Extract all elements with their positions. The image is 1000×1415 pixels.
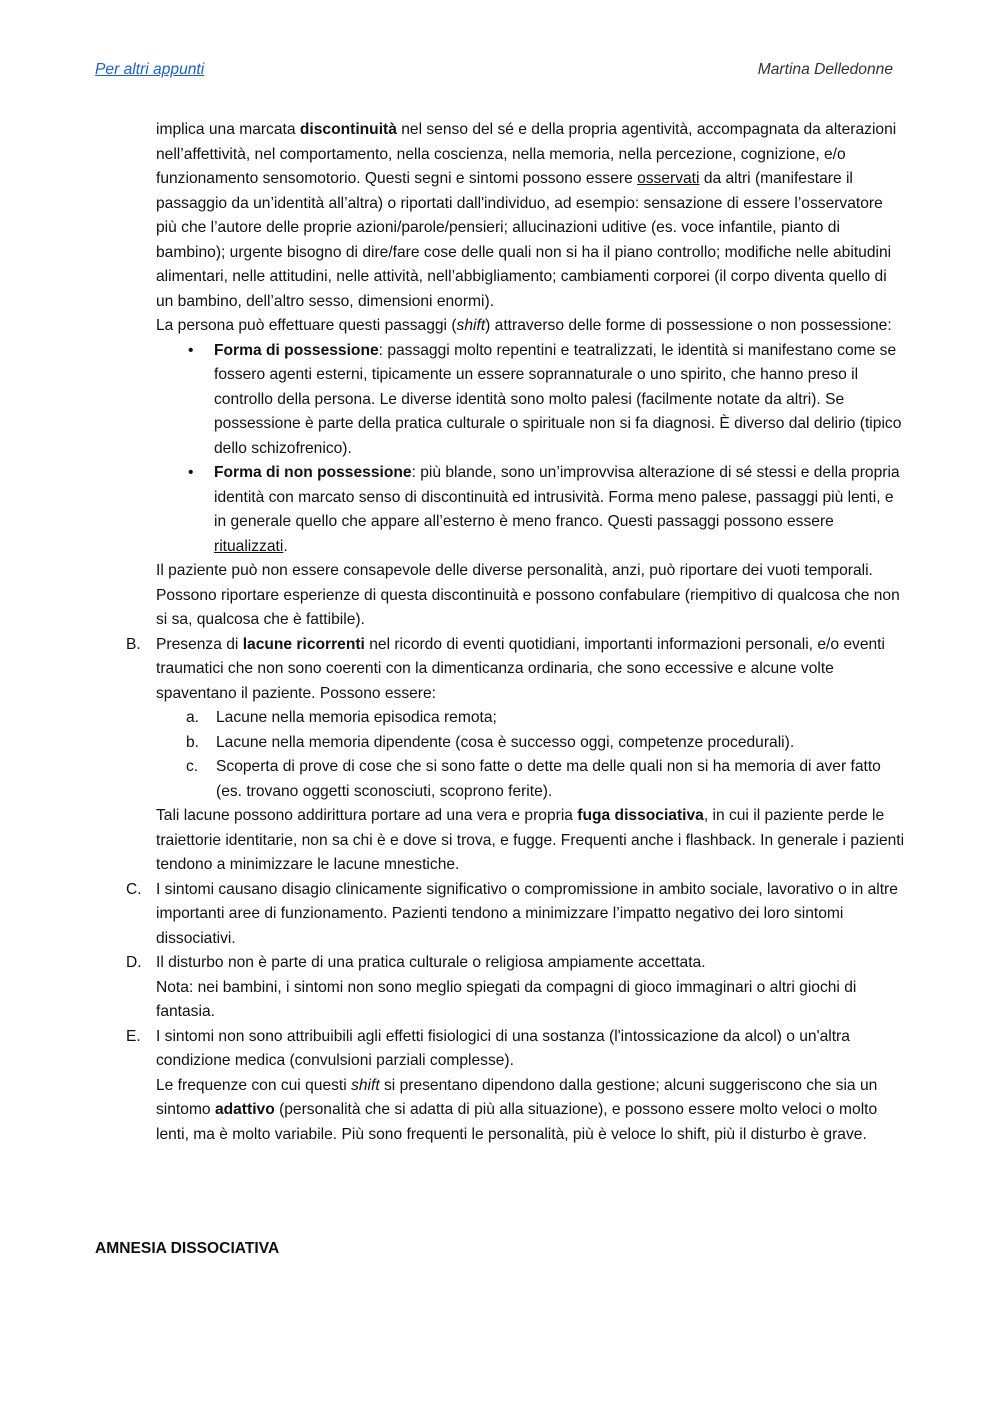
bullet-item-possession — [0, 339, 1000, 462]
text: , in cui il paziente perde le traiettorie identitarie, non sa chi è e dove si trova, e fugge. Frequenti anche i flashback. In generale i pazienti tendono a minimizzare le lacune mnestiche. — [156, 807, 905, 873]
text: si presentano dipendono dalla gestione; alcuni suggeriscono che sia un sintomo — [156, 1076, 878, 1118]
paragraph-fugue — [0, 804, 906, 878]
paragraph-note: Nota: nei bambini, i sintomi non sono meglio spiegati da compagni di gioco immaginari o altri giochi di fantasia. — [156, 978, 857, 1020]
text: da altri (manifestare il passaggio da un’identità all’altra) o riportati dall'individuo, ad esempio: sensazione di essere l’osservatore più che l’autore delle proprie azioni/parole/pensieri; allucinazioni uditive (es. voce infantile, pianto di bambino); urgente bisogno di dire/fare cose delle quali non si ha il piano controllo; modifiche nelle abitudini alimentari, nelle attitudini, nelle attività, nell’abbigliamento; cambiamenti corporei (il corpo diventa quello di un bambino, dell’altro sesso, dimensioni enormi). — [156, 170, 892, 310]
sub-text: Scoperta di prove di cose che si sono fatte o dette ma delle quali non si ha memoria di aver fatto (es. trovano oggetti sconosciuti, scoprono ferite). — [216, 758, 881, 800]
sub-item-b — [0, 731, 1000, 756]
text: Tali lacune possono addirittura portare ad una vera e propria — [156, 807, 578, 824]
text: Presenza di — [156, 635, 243, 653]
bold-term: fuga dissociativa — [577, 807, 704, 824]
sub-label: b. — [186, 733, 200, 751]
header-link[interactable]: Per altri appunti — [95, 61, 205, 78]
bold-term: Forma di possessione — [214, 341, 379, 359]
paragraph-frequency — [0, 1074, 906, 1148]
criterion-b — [0, 633, 1000, 707]
text: La persona può effettuare questi passaggi ( — [156, 317, 457, 334]
bullet-text — [214, 461, 904, 559]
list-label: B. — [126, 635, 141, 653]
text: : passaggi molto repentini e teatralizzati, le identità si manifestano come se fossero agenti esterni, tipicamente un essere soprannaturale o uno spirito, che hanno preso il controllo della persona. Le diverse identità sono molto palesi (facilmente notate da altri). Se possessione è parte della pratica culturale o spirituale non si fa diagnosi. È diverso dal delirio (tipico dello schizofrenico). — [214, 341, 902, 457]
underlined-term: ritualizzati — [214, 537, 284, 555]
text: Le frequenze con cui questi — [156, 1076, 352, 1094]
sub-text: Lacune nella memoria episodica remota; — [216, 709, 497, 726]
underlined-term: osservati — [637, 170, 700, 187]
list-label: C. — [126, 880, 142, 898]
paragraph-shift — [0, 314, 906, 339]
bullet-icon: • — [188, 341, 194, 359]
sub-label: a. — [186, 709, 200, 726]
text: implica una marcata — [156, 121, 300, 138]
list-text — [156, 633, 906, 707]
text: (personalità che si adatta di più alla situazione), e possono essere molto veloci o molto lenti, ma è molto variabile. Più sono frequenti le personalità, più è veloce lo shift, più il disturbo è grave. — [156, 1101, 878, 1143]
bold-term: discontinuità — [299, 121, 397, 138]
criterion-e — [0, 1025, 1000, 1074]
text: ) attraverso delle forme di possessione o non possessione: — [485, 317, 892, 334]
list-text: Il disturbo non è parte di una pratica culturale o religiosa ampiamente accettata. — [156, 954, 706, 971]
italic-term: shift — [351, 1076, 380, 1094]
list-label: E. — [126, 1027, 141, 1045]
bold-term: lacune ricorrenti — [242, 635, 365, 653]
bullet-icon: • — [188, 464, 194, 481]
sub-text: Lacune nella memoria dipendente (cosa è successo oggi, competenze procedurali). — [216, 733, 795, 751]
paragraph-awareness: Il paziente può non essere consapevole delle diverse personalità, anzi, può riportare dei vuoti temporali. Possono riportare esperienze di questa discontinuità e possono confabulare (riempitivo di qualcosa che non si sa, qualcosa che è fattibile). — [156, 562, 900, 628]
bullet-item-non-possession — [0, 461, 1000, 559]
paragraph-criterion-a-continued — [0, 118, 906, 314]
document-body — [0, 118, 1000, 1147]
text: nel ricordo di eventi quotidiani, importanti informazioni personali, e/o eventi traumatici che non sono coerenti con la dimenticanza ordinaria, che sono eccessive e alcune volte spaventano il paziente. Possono essere: — [156, 635, 885, 702]
sub-label: c. — [186, 758, 199, 775]
text: : più blande, sono un’improvvisa alterazione di sé stessi e della propria identità con marcato senso di discontinuità ed intrusività. Forma meno palese, passaggi più lenti, e in generale quello che appare all’esterno è meno franco. Questi passaggi possono essere — [214, 464, 900, 530]
bullet-text — [214, 339, 904, 462]
sub-item-a — [0, 706, 1000, 731]
list-text: I sintomi non sono attribuibili agli effetti fisiologici di una sostanza (l'intossicazione da alcol) o un'altra condizione medica (convulsioni parziali complesse). — [156, 1027, 850, 1069]
criterion-d — [0, 951, 1000, 976]
header-author: Martina Delledonne — [757, 61, 893, 78]
section-heading: AMNESIA DISSOCIATIVA — [95, 1240, 280, 1257]
bold-term: Forma di non possessione — [214, 464, 412, 481]
italic-term: shift — [456, 317, 486, 334]
list-text: I sintomi causano disagio clinicamente significativo o compromissione in ambito sociale, lavorativo o in altre importanti aree di funzionamento. Pazienti tendono a minimizzare l’impatto negativo dei loro sintomi dissociativi. — [156, 880, 898, 947]
text: nel senso del sé e della propria agentività, accompagnata da alterazioni nell’affettività, nel comportamento, nella coscienza, nella memoria, nella percezione, cognizione, e/o funzionamento sensomotorio. Questi segni e sintomi possono essere — [156, 121, 897, 187]
text: . — [283, 537, 288, 555]
bold-term: adattivo — [214, 1101, 275, 1118]
list-label: D. — [126, 954, 142, 971]
criterion-c — [0, 878, 1000, 952]
sub-item-c — [0, 755, 1000, 804]
